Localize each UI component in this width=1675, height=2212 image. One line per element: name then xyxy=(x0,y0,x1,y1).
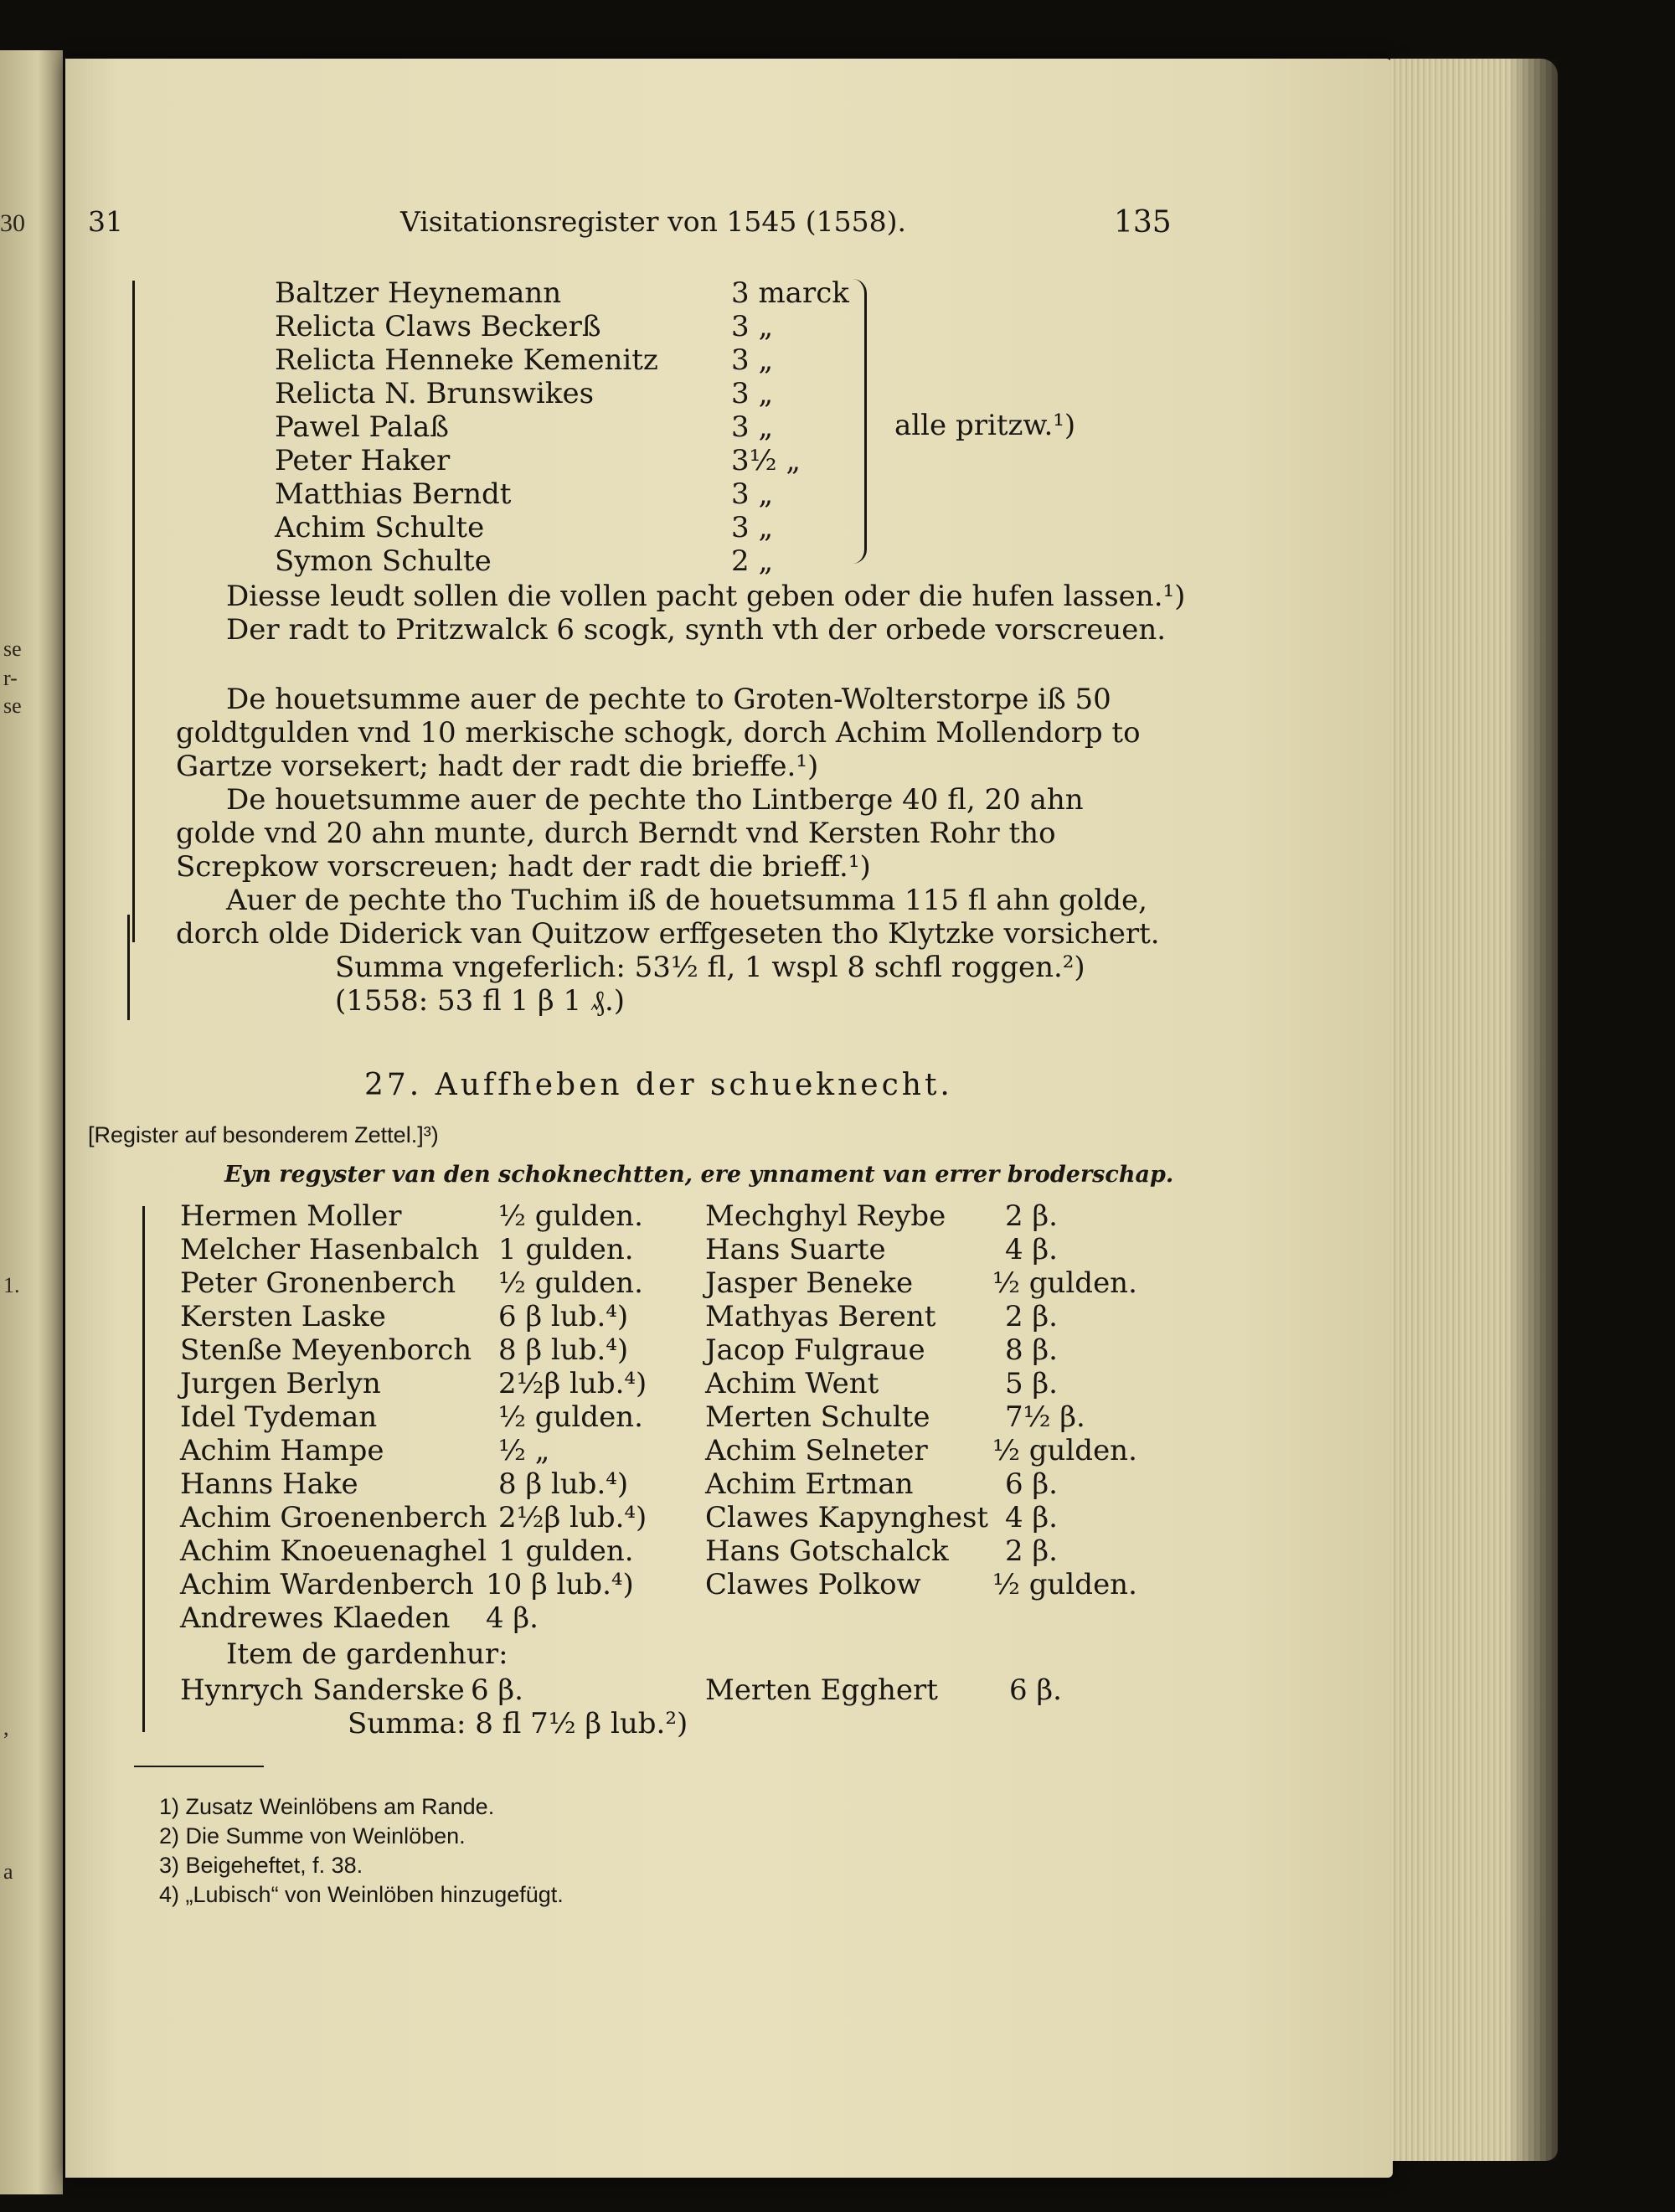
list-name: Achim Schulte xyxy=(275,511,485,544)
list-name: Symon Schulte xyxy=(275,544,492,578)
paragraph-line: De houetsumme auer de pechte to Groten-Wolterstorpe iß 50 xyxy=(226,683,1111,716)
paragraph-line: De houetsumme auer de pechte tho Lintberge 40 fl, 20 ahn xyxy=(226,783,1084,817)
page-number: 135 xyxy=(1114,205,1172,240)
margin-bar xyxy=(132,281,135,942)
margin-bar xyxy=(142,1206,145,1732)
member-amount: ½ „ xyxy=(498,1434,550,1467)
member-name: Achim Ertman xyxy=(705,1467,914,1501)
list-name: Pawel Palaß xyxy=(275,410,450,444)
member-name: Idel Tydeman xyxy=(180,1400,378,1434)
member-name: Jacop Fulgraue xyxy=(705,1333,925,1367)
member-amount: 6 β lub.⁴) xyxy=(498,1300,629,1333)
member-amount: ½ gulden. xyxy=(498,1266,643,1300)
list-amount: 3 „ xyxy=(731,477,774,511)
member-amount: 2½β lub.⁴) xyxy=(498,1501,647,1534)
footnote: 2) Die Summe von Weinlöben. xyxy=(159,1823,466,1848)
brace-label: alle pritzw.¹) xyxy=(894,409,1076,442)
list-amount: 3 „ xyxy=(731,310,774,343)
margin-fragment: 30 xyxy=(0,209,25,237)
member-name: Merten Schulte xyxy=(705,1400,930,1434)
member-amount: 6 β. xyxy=(1009,1673,1062,1707)
section-note: [Register auf besonderem Zettel.]³) xyxy=(88,1122,439,1147)
member-amount: 2 β. xyxy=(1005,1534,1058,1568)
member-amount: ½ gulden. xyxy=(498,1199,643,1233)
margin-fragment: se xyxy=(3,694,22,718)
member-amount: 7½ β. xyxy=(1005,1400,1085,1434)
member-amount: 1 gulden. xyxy=(498,1534,634,1568)
list-name: Relicta Henneke Kemenitz xyxy=(275,343,658,377)
member-amount: 1 gulden. xyxy=(498,1233,634,1266)
member-name: Hermen Moller xyxy=(180,1199,402,1233)
section-subtitle: Eyn regyster van den schoknechtten, ere ynnament van errer broderschap. xyxy=(224,1162,1174,1188)
member-amount: 2 β. xyxy=(1005,1199,1058,1233)
member-name: Melcher Hasenbalch xyxy=(180,1233,480,1266)
footnote: 1) Zusatz Weinlöbens am Rande. xyxy=(159,1794,495,1819)
member-name: Achim Groenenberch xyxy=(180,1501,487,1534)
list-amount: 3½ „ xyxy=(731,444,801,477)
pritzwalk-line: Diesse leudt sollen die vollen pacht geben oder die hufen lassen.¹) xyxy=(226,580,1186,613)
member-amount: 5 β. xyxy=(1005,1367,1058,1400)
margin-fragment: , xyxy=(3,1715,9,1740)
gardenhur-label: Item de gardenhur: xyxy=(226,1637,508,1671)
list-name: Matthias Berndt xyxy=(275,477,512,511)
member-name: Achim Went xyxy=(705,1367,879,1400)
summa-line: Summa: 8 fl 7½ β lub.²) xyxy=(348,1707,688,1740)
member-amount: 10 β lub.⁴) xyxy=(486,1568,634,1601)
summa-line: Summa vngeferlich: 53½ fl, 1 wspl 8 schfl roggen.²) xyxy=(335,951,1085,984)
margin-fragment: se xyxy=(3,637,22,661)
list-name: Relicta Claws Beckerß xyxy=(275,310,601,343)
member-name: Andrewes Klaeden xyxy=(180,1601,451,1635)
paragraph-line: Gartze vorsekert; hadt der radt die brieffe.¹) xyxy=(176,750,819,783)
list-name: Relicta N. Brunswikes xyxy=(275,377,595,410)
member-name: Achim Wardenberch xyxy=(180,1568,474,1601)
paragraph-line: Screpkow vorscreuen; hadt der radt die brieff.¹) xyxy=(176,850,871,884)
member-amount: 2 β. xyxy=(1005,1300,1058,1333)
member-name: Clawes Kapynghest xyxy=(705,1501,989,1534)
margin-fragment: r- xyxy=(3,666,18,690)
list-amount: 3 „ xyxy=(731,410,774,444)
footnote: 4) „Lubisch“ von Weinlöben hinzugefügt. xyxy=(159,1882,564,1907)
margin-fragment: 1. xyxy=(3,1273,20,1297)
footnote-rule xyxy=(134,1766,264,1767)
pritzwalk-line: Der radt to Pritzwalck 6 scogk, synth vth der orbede vorscreuen. xyxy=(226,613,1167,647)
member-amount: 4 β. xyxy=(486,1601,539,1635)
member-name: Merten Egghert xyxy=(705,1673,938,1707)
member-name: Hans Gotschalck xyxy=(705,1534,949,1568)
margin-fragment: a xyxy=(3,1859,13,1884)
section-heading: 27. Auffheben der schueknecht. xyxy=(364,1068,953,1102)
list-amount: 3 „ xyxy=(731,511,774,544)
member-amount: ½ gulden. xyxy=(992,1568,1137,1601)
member-name: Jurgen Berlyn xyxy=(180,1367,381,1400)
member-name: Achim Selneter xyxy=(705,1434,928,1467)
member-name: Mathyas Berent xyxy=(705,1300,936,1333)
list-name: Peter Haker xyxy=(275,444,451,477)
member-amount: ½ gulden. xyxy=(992,1434,1137,1467)
list-amount: 3 marck xyxy=(731,276,849,310)
member-name: Jasper Beneke xyxy=(705,1266,914,1300)
member-name: Kersten Laske xyxy=(180,1300,386,1333)
member-amount: 2½β lub.⁴) xyxy=(498,1367,647,1400)
brace xyxy=(853,279,867,564)
member-name: Clawes Polkow xyxy=(705,1568,921,1601)
member-amount: 6 β. xyxy=(1005,1467,1058,1501)
list-amount: 2 „ xyxy=(731,544,774,578)
member-name: Peter Gronenberch xyxy=(180,1266,456,1300)
paragraph-line: golde vnd 20 ahn munte, durch Berndt vnd Kersten Rohr tho xyxy=(176,817,1056,850)
member-name: Achim Hampe xyxy=(180,1434,384,1467)
member-amount: ½ gulden. xyxy=(498,1400,643,1434)
list-amount: 3 „ xyxy=(731,377,774,410)
margin-bar xyxy=(127,915,130,1020)
member-amount: 4 β. xyxy=(1005,1501,1058,1534)
member-amount: 4 β. xyxy=(1005,1233,1058,1266)
running-title: Visitationsregister von 1545 (1558). xyxy=(400,205,907,238)
member-amount: ½ gulden. xyxy=(992,1266,1137,1300)
member-amount: 6 β. xyxy=(471,1673,523,1707)
member-name: Stenße Meyenborch xyxy=(180,1333,472,1367)
member-amount: 8 β lub.⁴) xyxy=(498,1333,629,1367)
paragraph-line: goldtgulden vnd 10 merkische schogk, dorch Achim Mollendorp to xyxy=(176,716,1141,750)
footnote: 3) Beigeheftet, f. 38. xyxy=(159,1853,363,1878)
summa-line: (1558: 53 fl 1 β 1 ₰.) xyxy=(335,984,626,1018)
paragraph-line: dorch olde Diderick van Quitzow erffgeseten tho Klytzke vorsichert. xyxy=(176,917,1160,951)
member-name: Achim Knoeuenaghel xyxy=(180,1534,487,1568)
previous-page-edge xyxy=(0,50,63,2194)
list-name: Baltzer Heynemann xyxy=(275,276,562,310)
member-name: Hynrych Sanderske xyxy=(180,1673,465,1707)
member-name: Mechghyl Reybe xyxy=(705,1199,946,1233)
page-edges xyxy=(1390,59,1558,2161)
member-amount: 8 β lub.⁴) xyxy=(498,1467,629,1501)
list-amount: 3 „ xyxy=(731,343,774,377)
member-amount: 8 β. xyxy=(1005,1333,1058,1367)
member-name: Hans Suarte xyxy=(705,1233,886,1266)
member-name: Hanns Hake xyxy=(180,1467,358,1501)
left-number: 31 xyxy=(88,205,123,238)
paragraph-line: Auer de pechte tho Tuchim iß de houetsumma 115 fl ahn golde, xyxy=(226,884,1147,917)
